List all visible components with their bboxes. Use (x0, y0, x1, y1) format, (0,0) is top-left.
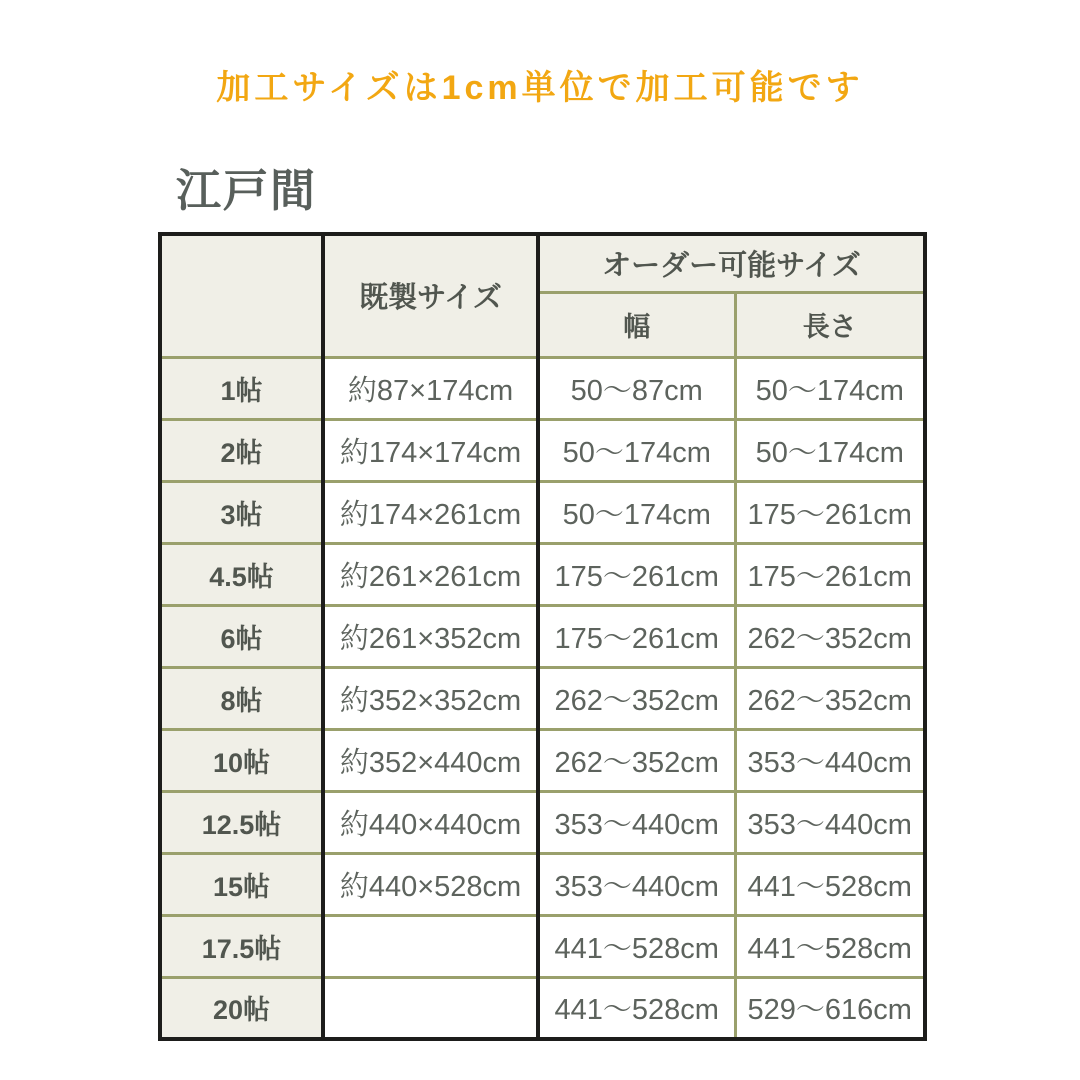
order-length-cell: 175〜261cm (735, 543, 925, 605)
order-size-header: オーダー可能サイズ (538, 234, 925, 292)
section-title: 江戸間 (176, 165, 318, 216)
ready-size-cell: 約261×261cm (323, 543, 538, 605)
ready-size-cell: 約352×352cm (323, 667, 538, 729)
row-label: 10帖 (160, 729, 323, 791)
order-length-cell: 262〜352cm (735, 605, 925, 667)
ready-size-cell: 約261×352cm (323, 605, 538, 667)
ready-size-cell-empty (323, 977, 538, 1039)
row-label: 3帖 (160, 481, 323, 543)
table-row-3jo (160, 481, 925, 543)
order-width-cell: 262〜352cm (538, 667, 735, 729)
ready-size-cell: 約174×174cm (323, 419, 538, 481)
ready-size-cell-empty (323, 915, 538, 977)
table-row-15jo (160, 853, 925, 915)
header-row-top (160, 234, 925, 292)
order-width-cell: 50〜174cm (538, 481, 735, 543)
order-length-cell: 441〜528cm (735, 853, 925, 915)
size-table-container (158, 232, 927, 1041)
order-width-cell: 175〜261cm (538, 605, 735, 667)
table-row-2jo (160, 419, 925, 481)
order-length-cell: 353〜440cm (735, 729, 925, 791)
processing-note: 加工サイズは1cm単位で加工可能です (216, 69, 864, 107)
order-length-header: 長さ (735, 292, 925, 357)
order-length-cell: 175〜261cm (735, 481, 925, 543)
row-label: 17.5帖 (160, 915, 323, 977)
order-length-cell: 50〜174cm (735, 419, 925, 481)
table-row-12-5jo (160, 791, 925, 853)
ready-size-cell: 約174×261cm (323, 481, 538, 543)
corner-cell (160, 234, 323, 357)
row-label: 12.5帖 (160, 791, 323, 853)
order-width-header: 幅 (538, 292, 735, 357)
row-label: 8帖 (160, 667, 323, 729)
row-label: 1帖 (160, 357, 323, 419)
order-length-cell: 50〜174cm (735, 357, 925, 419)
order-width-cell: 353〜440cm (538, 853, 735, 915)
table-row-6jo (160, 605, 925, 667)
order-length-cell: 529〜616cm (735, 977, 925, 1039)
table-row-4-5jo (160, 543, 925, 605)
order-width-cell: 353〜440cm (538, 791, 735, 853)
size-table (158, 232, 927, 1041)
table-row-1jo (160, 357, 925, 419)
table-row-8jo (160, 667, 925, 729)
order-width-cell: 175〜261cm (538, 543, 735, 605)
ready-size-cell: 約440×528cm (323, 853, 538, 915)
ready-size-header: 既製サイズ (323, 234, 538, 357)
order-width-cell: 50〜87cm (538, 357, 735, 419)
table-row-20jo (160, 977, 925, 1039)
order-width-cell: 441〜528cm (538, 915, 735, 977)
ready-size-cell: 約440×440cm (323, 791, 538, 853)
order-length-cell: 441〜528cm (735, 915, 925, 977)
ready-size-cell: 約87×174cm (323, 357, 538, 419)
order-width-cell: 441〜528cm (538, 977, 735, 1039)
row-label: 2帖 (160, 419, 323, 481)
order-length-cell: 262〜352cm (735, 667, 925, 729)
row-label: 20帖 (160, 977, 323, 1039)
order-length-cell: 353〜440cm (735, 791, 925, 853)
table-row-17-5jo (160, 915, 925, 977)
ready-size-cell: 約352×440cm (323, 729, 538, 791)
order-width-cell: 50〜174cm (538, 419, 735, 481)
table-row-10jo (160, 729, 925, 791)
row-label: 4.5帖 (160, 543, 323, 605)
row-label: 6帖 (160, 605, 323, 667)
row-label: 15帖 (160, 853, 323, 915)
order-width-cell: 262〜352cm (538, 729, 735, 791)
